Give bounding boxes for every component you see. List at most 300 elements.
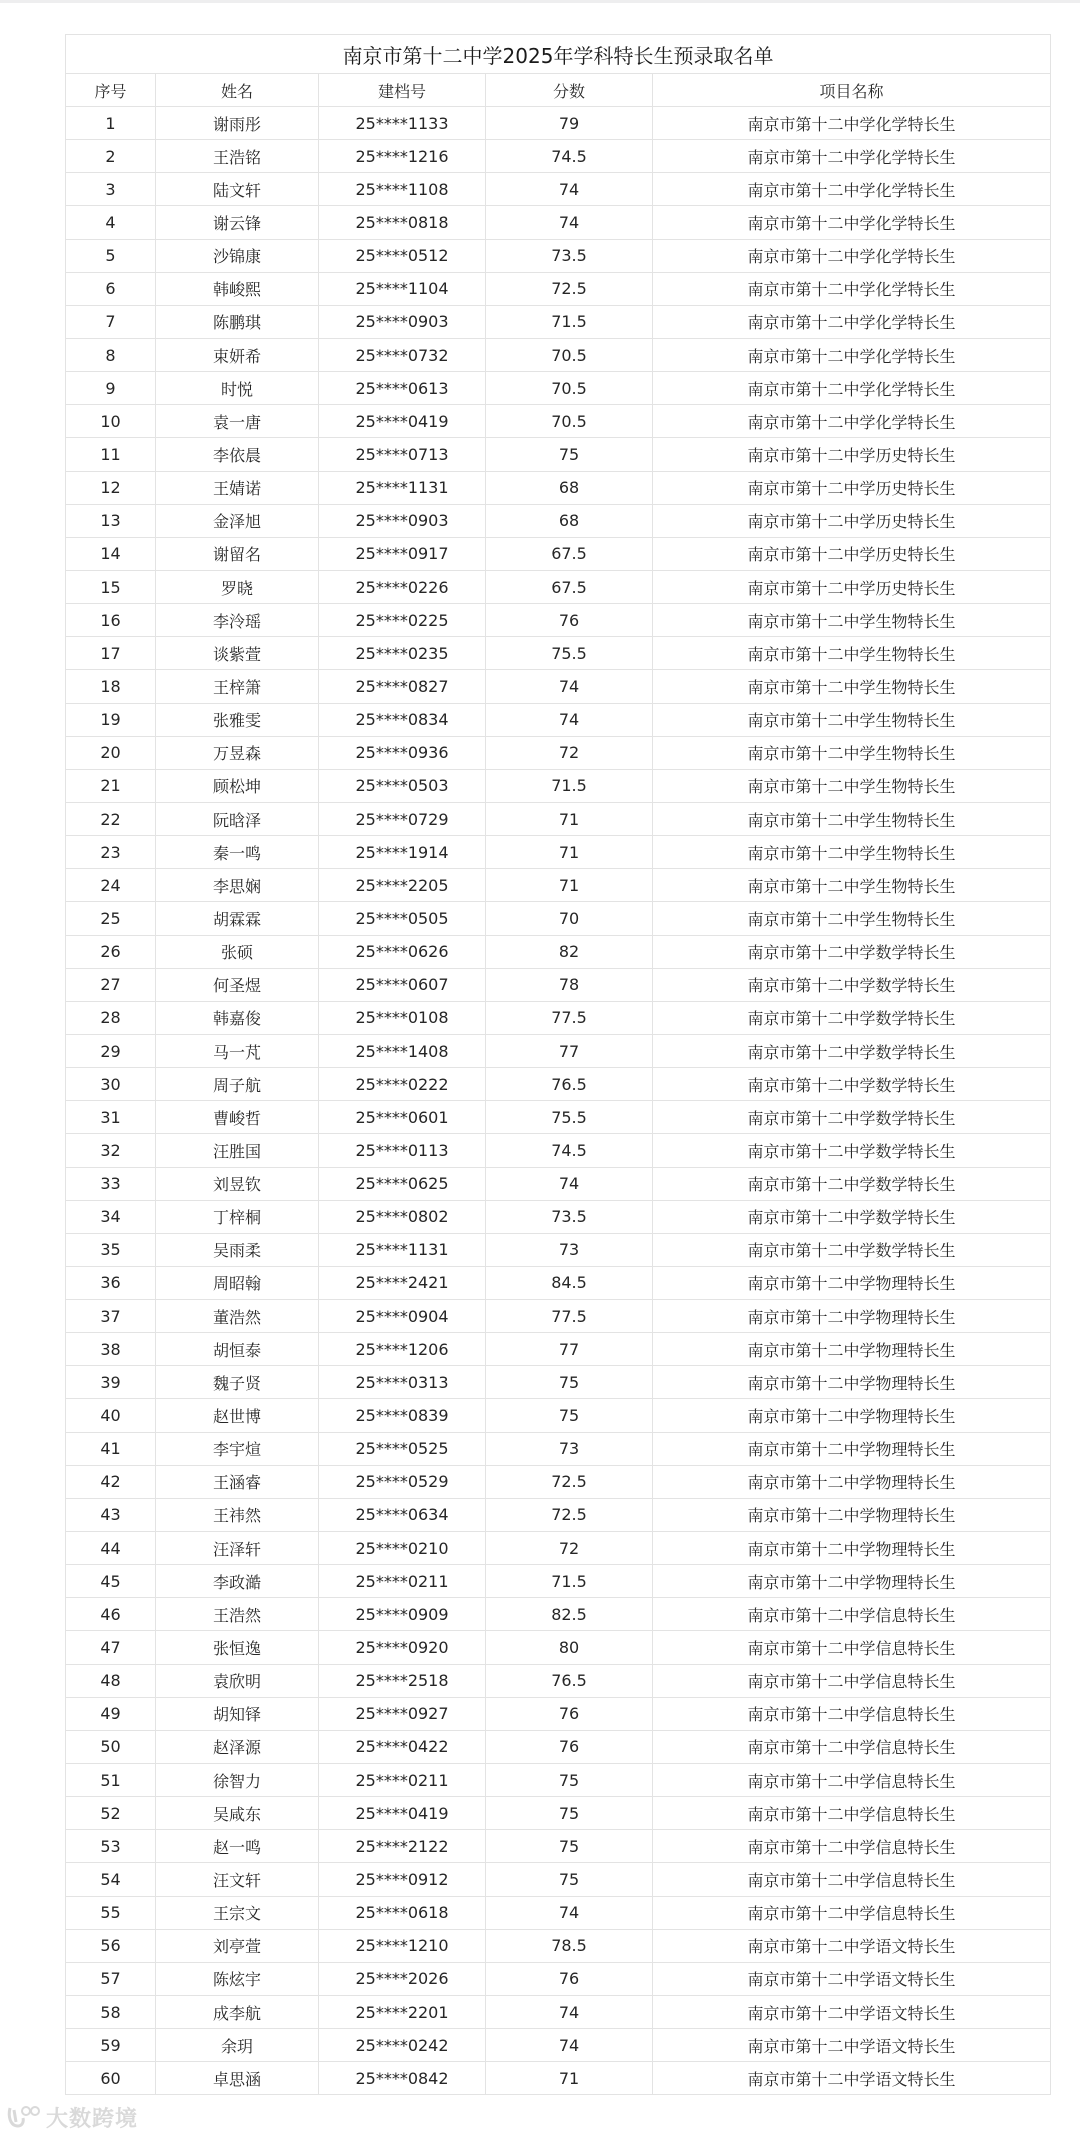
table-row [66, 1631, 1051, 1664]
table-body [66, 107, 1051, 2095]
cell-number: 17 [66, 637, 156, 670]
cell-file-id: 25****0626 [319, 935, 486, 968]
cell-project: 南京市第十二中学数学特长生 [653, 1233, 1051, 1266]
cell-file-id: 25****0903 [319, 305, 486, 338]
cell-project: 南京市第十二中学化学特长生 [653, 338, 1051, 371]
cell-score: 73.5 [486, 1200, 653, 1233]
cell-name: 何圣煜 [156, 968, 319, 1001]
table-row [66, 1996, 1051, 2029]
cell-file-id: 25****0222 [319, 1068, 486, 1101]
cell-name: 成李航 [156, 1996, 319, 2029]
table-row [66, 1962, 1051, 1995]
cell-name: 沙锦康 [156, 239, 319, 272]
cell-name: 谢云锋 [156, 206, 319, 239]
cell-score: 76.5 [486, 1068, 653, 1101]
header-row [66, 74, 1051, 107]
cell-project: 南京市第十二中学生物特长生 [653, 604, 1051, 637]
cell-file-id: 25****0936 [319, 736, 486, 769]
table-row [66, 935, 1051, 968]
cell-file-id: 25****0419 [319, 405, 486, 438]
cell-file-id: 25****0419 [319, 1797, 486, 1830]
cell-score: 76 [486, 604, 653, 637]
cell-name: 刘昱钦 [156, 1167, 319, 1200]
cell-score: 75 [486, 1399, 653, 1432]
cell-project: 南京市第十二中学生物特长生 [653, 869, 1051, 902]
cell-number: 56 [66, 1929, 156, 1962]
table-row [66, 1896, 1051, 1929]
cell-file-id: 25****1206 [319, 1333, 486, 1366]
cell-file-id: 25****1131 [319, 471, 486, 504]
cell-file-id: 25****1210 [319, 1929, 486, 1962]
cell-name: 陈鹏琪 [156, 305, 319, 338]
table-row [66, 405, 1051, 438]
cell-name: 董浩然 [156, 1300, 319, 1333]
table-row [66, 504, 1051, 537]
cell-project: 南京市第十二中学物理特长生 [653, 1333, 1051, 1366]
cell-number: 54 [66, 1863, 156, 1896]
cell-file-id: 25****0211 [319, 1764, 486, 1797]
cell-name: 汪文轩 [156, 1863, 319, 1896]
cell-name: 王浩然 [156, 1598, 319, 1631]
cell-name: 王梓箫 [156, 670, 319, 703]
cell-project: 南京市第十二中学生物特长生 [653, 736, 1051, 769]
table-row [66, 1929, 1051, 1962]
cell-number: 8 [66, 338, 156, 371]
cell-name: 罗晓 [156, 570, 319, 603]
cell-file-id: 25****0613 [319, 372, 486, 405]
cell-score: 71.5 [486, 1565, 653, 1598]
cell-name: 陈炫宇 [156, 1962, 319, 1995]
table-row [66, 736, 1051, 769]
cell-project: 南京市第十二中学化学特长生 [653, 372, 1051, 405]
cell-score: 80 [486, 1631, 653, 1664]
table-row [66, 1266, 1051, 1299]
cell-project: 南京市第十二中学历史特长生 [653, 471, 1051, 504]
cell-score: 72.5 [486, 1498, 653, 1531]
cell-project: 南京市第十二中学历史特长生 [653, 504, 1051, 537]
cell-number: 28 [66, 1001, 156, 1034]
cell-project: 南京市第十二中学信息特长生 [653, 1697, 1051, 1730]
cell-name: 卓思涵 [156, 2062, 319, 2095]
cell-project: 南京市第十二中学生物特长生 [653, 802, 1051, 835]
cell-number: 45 [66, 1565, 156, 1598]
cell-project: 南京市第十二中学生物特长生 [653, 836, 1051, 869]
cell-score: 75 [486, 1764, 653, 1797]
cell-number: 37 [66, 1300, 156, 1333]
cell-score: 78 [486, 968, 653, 1001]
cell-name: 徐智力 [156, 1764, 319, 1797]
cell-number: 20 [66, 736, 156, 769]
cell-project: 南京市第十二中学历史特长生 [653, 438, 1051, 471]
cell-file-id: 25****2201 [319, 1996, 486, 2029]
cell-name: 马一芃 [156, 1034, 319, 1067]
cell-project: 南京市第十二中学信息特长生 [653, 1863, 1051, 1896]
cell-score: 71 [486, 869, 653, 902]
cell-score: 72.5 [486, 1465, 653, 1498]
cell-score: 82.5 [486, 1598, 653, 1631]
cell-project: 南京市第十二中学数学特长生 [653, 1200, 1051, 1233]
cell-file-id: 25****0505 [319, 902, 486, 935]
cell-score: 79 [486, 107, 653, 140]
cell-name: 周子航 [156, 1068, 319, 1101]
cell-file-id: 25****0842 [319, 2062, 486, 2095]
table-row [66, 570, 1051, 603]
cell-project: 南京市第十二中学语文特长生 [653, 2062, 1051, 2095]
cell-score: 68 [486, 504, 653, 537]
cell-number: 4 [66, 206, 156, 239]
cell-file-id: 25****2205 [319, 869, 486, 902]
cell-score: 68 [486, 471, 653, 504]
cell-file-id: 25****0634 [319, 1498, 486, 1531]
cell-number: 51 [66, 1764, 156, 1797]
cell-score: 77.5 [486, 1300, 653, 1333]
cell-name: 时悦 [156, 372, 319, 405]
cell-project: 南京市第十二中学物理特长生 [653, 1399, 1051, 1432]
cell-score: 73 [486, 1432, 653, 1465]
cell-project: 南京市第十二中学化学特长生 [653, 305, 1051, 338]
cell-score: 75 [486, 438, 653, 471]
document-title: 南京市第十二中学2025年学科特长生预录取名单 [66, 35, 1051, 74]
cell-project: 南京市第十二中学物理特长生 [653, 1465, 1051, 1498]
table-row [66, 1532, 1051, 1565]
cell-file-id: 25****0827 [319, 670, 486, 703]
table-row [66, 2029, 1051, 2062]
cell-number: 24 [66, 869, 156, 902]
cell-score: 74 [486, 1896, 653, 1929]
cell-file-id: 25****2122 [319, 1830, 486, 1863]
cell-number: 21 [66, 769, 156, 802]
cell-file-id: 25****0625 [319, 1167, 486, 1200]
table-row [66, 1068, 1051, 1101]
cell-number: 58 [66, 1996, 156, 2029]
cell-file-id: 25****1408 [319, 1034, 486, 1067]
cell-name: 谢雨彤 [156, 107, 319, 140]
table-row [66, 1366, 1051, 1399]
cell-file-id: 25****0242 [319, 2029, 486, 2062]
cell-name: 万昱森 [156, 736, 319, 769]
cell-project: 南京市第十二中学化学特长生 [653, 206, 1051, 239]
cell-name: 韩嘉俊 [156, 1001, 319, 1034]
cell-number: 19 [66, 703, 156, 736]
table-row [66, 1697, 1051, 1730]
admission-list-sheet [65, 34, 1050, 2095]
cell-name: 王宗文 [156, 1896, 319, 1929]
table-row [66, 471, 1051, 504]
cell-score: 74 [486, 670, 653, 703]
watermark-text: 大数跨境 [46, 2106, 139, 2132]
cell-score: 84.5 [486, 1266, 653, 1299]
cell-project: 南京市第十二中学数学特长生 [653, 968, 1051, 1001]
cell-file-id: 25****0529 [319, 1465, 486, 1498]
cell-score: 74 [486, 2029, 653, 2062]
cell-project: 南京市第十二中学物理特长生 [653, 1300, 1051, 1333]
cell-number: 26 [66, 935, 156, 968]
cell-project: 南京市第十二中学数学特长生 [653, 1034, 1051, 1067]
table-row [66, 1034, 1051, 1067]
cell-score: 72 [486, 1532, 653, 1565]
cell-score: 72 [486, 736, 653, 769]
cell-name: 赵一鸣 [156, 1830, 319, 1863]
cell-project: 南京市第十二中学数学特长生 [653, 1167, 1051, 1200]
cell-score: 70 [486, 902, 653, 935]
cell-name: 张硕 [156, 935, 319, 968]
cell-file-id: 25****0113 [319, 1134, 486, 1167]
cell-name: 秦一鸣 [156, 836, 319, 869]
cell-number: 52 [66, 1797, 156, 1830]
cell-number: 57 [66, 1962, 156, 1995]
cell-name: 袁一唐 [156, 405, 319, 438]
cell-project: 南京市第十二中学数学特长生 [653, 1068, 1051, 1101]
cell-score: 71 [486, 836, 653, 869]
cell-score: 74 [486, 1996, 653, 2029]
cell-project: 南京市第十二中学数学特长生 [653, 935, 1051, 968]
cell-name: 赵泽源 [156, 1730, 319, 1763]
table-row [66, 1764, 1051, 1797]
cell-number: 10 [66, 405, 156, 438]
cell-score: 82 [486, 935, 653, 968]
cell-score: 75.5 [486, 1101, 653, 1134]
cell-name: 胡知铎 [156, 1697, 319, 1730]
cell-name: 汪泽轩 [156, 1532, 319, 1565]
table-row [66, 1333, 1051, 1366]
cell-score: 74.5 [486, 1134, 653, 1167]
cell-name: 周昭翰 [156, 1266, 319, 1299]
table-row [66, 1200, 1051, 1233]
cell-number: 44 [66, 1532, 156, 1565]
cell-file-id: 25****1133 [319, 107, 486, 140]
cell-file-id: 25****0108 [319, 1001, 486, 1034]
cell-file-id: 25****2421 [319, 1266, 486, 1299]
cell-number: 32 [66, 1134, 156, 1167]
cell-file-id: 25****0512 [319, 239, 486, 272]
cell-score: 74.5 [486, 140, 653, 173]
cell-project: 南京市第十二中学数学特长生 [653, 1101, 1051, 1134]
column-header-project: 项目名称 [653, 74, 1051, 107]
cell-name: 顾松坤 [156, 769, 319, 802]
cell-file-id: 25****0904 [319, 1300, 486, 1333]
cell-score: 71 [486, 802, 653, 835]
table-row [66, 140, 1051, 173]
cell-name: 李思娴 [156, 869, 319, 902]
cell-file-id: 25****0802 [319, 1200, 486, 1233]
table-row [66, 1233, 1051, 1266]
admission-table [65, 34, 1051, 2095]
cell-score: 74 [486, 1167, 653, 1200]
cell-number: 15 [66, 570, 156, 603]
table-row [66, 1498, 1051, 1531]
cell-file-id: 25****0917 [319, 537, 486, 570]
cell-name: 谢留名 [156, 537, 319, 570]
cell-name: 李泠瑶 [156, 604, 319, 637]
cell-number: 13 [66, 504, 156, 537]
cell-file-id: 25****1914 [319, 836, 486, 869]
cell-file-id: 25****0313 [319, 1366, 486, 1399]
cell-score: 75 [486, 1797, 653, 1830]
table-row [66, 1101, 1051, 1134]
cell-number: 12 [66, 471, 156, 504]
cell-score: 70.5 [486, 405, 653, 438]
cell-file-id: 25****0607 [319, 968, 486, 1001]
table-row [66, 703, 1051, 736]
table-row [66, 637, 1051, 670]
cell-file-id: 25****1131 [319, 1233, 486, 1266]
cell-score: 71.5 [486, 305, 653, 338]
cell-project: 南京市第十二中学物理特长生 [653, 1565, 1051, 1598]
table-row [66, 272, 1051, 305]
cell-score: 73.5 [486, 239, 653, 272]
cell-file-id: 25****0618 [319, 1896, 486, 1929]
cell-project: 南京市第十二中学语文特长生 [653, 1996, 1051, 2029]
cell-score: 75 [486, 1863, 653, 1896]
top-divider [0, 0, 1080, 3]
cell-file-id: 25****0920 [319, 1631, 486, 1664]
cell-score: 77 [486, 1034, 653, 1067]
cell-project: 南京市第十二中学语文特长生 [653, 2029, 1051, 2062]
cell-number: 6 [66, 272, 156, 305]
cell-number: 9 [66, 372, 156, 405]
cell-name: 吴雨柔 [156, 1233, 319, 1266]
cell-number: 16 [66, 604, 156, 637]
table-row [66, 1598, 1051, 1631]
table-row [66, 372, 1051, 405]
cell-number: 23 [66, 836, 156, 869]
table-row [66, 869, 1051, 902]
table-row [66, 968, 1051, 1001]
cell-number: 59 [66, 2029, 156, 2062]
cell-score: 77.5 [486, 1001, 653, 1034]
cell-name: 刘亭萱 [156, 1929, 319, 1962]
cell-name: 王涵睿 [156, 1465, 319, 1498]
cell-project: 南京市第十二中学信息特长生 [653, 1797, 1051, 1830]
cell-name: 赵世博 [156, 1399, 319, 1432]
column-header-name: 姓名 [156, 74, 319, 107]
cell-number: 41 [66, 1432, 156, 1465]
cell-project: 南京市第十二中学化学特长生 [653, 272, 1051, 305]
cell-project: 南京市第十二中学信息特长生 [653, 1598, 1051, 1631]
cell-number: 42 [66, 1465, 156, 1498]
cell-number: 40 [66, 1399, 156, 1432]
cell-score: 74 [486, 206, 653, 239]
column-header-file-id: 建档号 [319, 74, 486, 107]
cell-file-id: 25****0713 [319, 438, 486, 471]
cell-name: 曹峻哲 [156, 1101, 319, 1134]
cell-number: 30 [66, 1068, 156, 1101]
cell-file-id: 25****0235 [319, 637, 486, 670]
cell-score: 78.5 [486, 1929, 653, 1962]
cell-number: 53 [66, 1830, 156, 1863]
cell-file-id: 25****0818 [319, 206, 486, 239]
table-row [66, 1830, 1051, 1863]
brand-logo-icon [6, 2104, 40, 2130]
cell-file-id: 25****1104 [319, 272, 486, 305]
cell-number: 1 [66, 107, 156, 140]
cell-file-id: 25****0927 [319, 1697, 486, 1730]
cell-name: 王祎然 [156, 1498, 319, 1531]
cell-name: 阮晗泽 [156, 802, 319, 835]
cell-project: 南京市第十二中学信息特长生 [653, 1664, 1051, 1697]
cell-file-id: 25****0903 [319, 504, 486, 537]
cell-score: 76 [486, 1962, 653, 1995]
table-row [66, 1432, 1051, 1465]
cell-project: 南京市第十二中学信息特长生 [653, 1631, 1051, 1664]
cell-number: 60 [66, 2062, 156, 2095]
cell-name: 王婧诺 [156, 471, 319, 504]
cell-file-id: 25****2518 [319, 1664, 486, 1697]
cell-file-id: 25****0226 [319, 570, 486, 603]
table-row [66, 1167, 1051, 1200]
cell-name: 李政澔 [156, 1565, 319, 1598]
cell-score: 76 [486, 1730, 653, 1763]
cell-project: 南京市第十二中学物理特长生 [653, 1532, 1051, 1565]
cell-score: 76.5 [486, 1664, 653, 1697]
table-row [66, 1664, 1051, 1697]
cell-name: 汪胜国 [156, 1134, 319, 1167]
cell-number: 55 [66, 1896, 156, 1929]
cell-number: 2 [66, 140, 156, 173]
cell-name: 胡霖霖 [156, 902, 319, 935]
cell-file-id: 25****1108 [319, 173, 486, 206]
table-row [66, 1134, 1051, 1167]
cell-name: 李宇煊 [156, 1432, 319, 1465]
cell-number: 7 [66, 305, 156, 338]
cell-file-id: 25****0503 [319, 769, 486, 802]
column-header-number: 序号 [66, 74, 156, 107]
cell-project: 南京市第十二中学物理特长生 [653, 1498, 1051, 1531]
cell-project: 南京市第十二中学信息特长生 [653, 1830, 1051, 1863]
cell-name: 胡恒泰 [156, 1333, 319, 1366]
cell-file-id: 25****0422 [319, 1730, 486, 1763]
cell-score: 71 [486, 2062, 653, 2095]
table-row [66, 1465, 1051, 1498]
cell-file-id: 25****0912 [319, 1863, 486, 1896]
cell-file-id: 25****0909 [319, 1598, 486, 1631]
cell-file-id: 25****0839 [319, 1399, 486, 1432]
cell-file-id: 25****2026 [319, 1962, 486, 1995]
cell-name: 魏子贤 [156, 1366, 319, 1399]
table-row [66, 836, 1051, 869]
cell-file-id: 25****0601 [319, 1101, 486, 1134]
cell-project: 南京市第十二中学化学特长生 [653, 173, 1051, 206]
cell-number: 18 [66, 670, 156, 703]
cell-number: 35 [66, 1233, 156, 1266]
cell-number: 50 [66, 1730, 156, 1763]
table-row [66, 206, 1051, 239]
cell-score: 76 [486, 1697, 653, 1730]
cell-number: 33 [66, 1167, 156, 1200]
cell-project: 南京市第十二中学生物特长生 [653, 637, 1051, 670]
cell-file-id: 25****0211 [319, 1565, 486, 1598]
table-row [66, 338, 1051, 371]
table-row [66, 1565, 1051, 1598]
cell-name: 陆文轩 [156, 173, 319, 206]
cell-name: 金泽旭 [156, 504, 319, 537]
cell-project: 南京市第十二中学化学特长生 [653, 239, 1051, 272]
table-row [66, 1863, 1051, 1896]
table-row [66, 1797, 1051, 1830]
cell-number: 34 [66, 1200, 156, 1233]
table-row [66, 305, 1051, 338]
cell-project: 南京市第十二中学语文特长生 [653, 1962, 1051, 1995]
table-row [66, 1730, 1051, 1763]
cell-number: 25 [66, 902, 156, 935]
cell-number: 43 [66, 1498, 156, 1531]
cell-project: 南京市第十二中学数学特长生 [653, 1001, 1051, 1034]
cell-score: 70.5 [486, 372, 653, 405]
cell-project: 南京市第十二中学历史特长生 [653, 537, 1051, 570]
cell-number: 14 [66, 537, 156, 570]
cell-project: 南京市第十二中学语文特长生 [653, 1929, 1051, 1962]
cell-file-id: 25****0225 [319, 604, 486, 637]
